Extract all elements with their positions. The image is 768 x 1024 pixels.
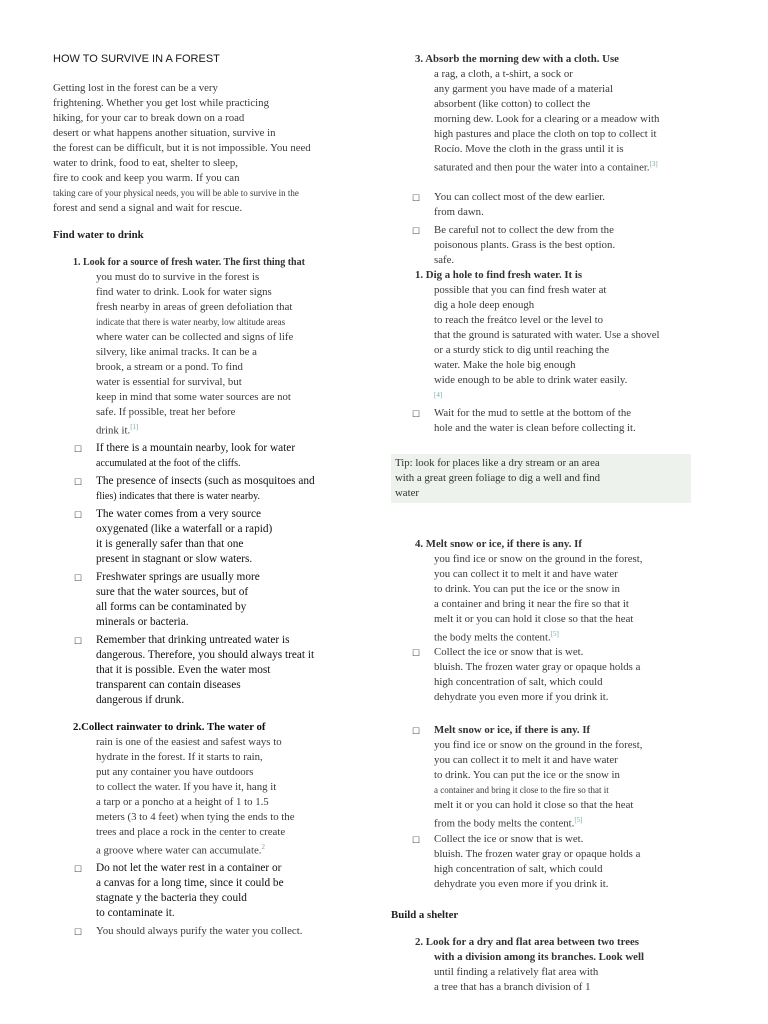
step-heading: 2. Look for a dry and flat area between two trees [415,935,640,948]
bullet-item [391,832,691,892]
bullet-line: bluish. The frozen water gray or opaque holds a [434,847,641,860]
bullet-item [53,924,353,939]
step-line [434,813,691,832]
tip-line: water [395,486,419,499]
bullet-line: You should always purify the water you collect. [96,925,303,938]
bullet-line: Remember that drinking untreated water is [96,633,290,646]
bullet-line: sure that the water sources, but of [96,585,249,598]
step-line: put any container you have outdoors [96,765,254,778]
left-column [53,52,353,939]
citation: [1] [130,423,139,431]
step-line: safe. If possible, treat her before [96,406,236,418]
intro-line: fire to cook and keep you warm. If you can [53,172,240,184]
step-line: a rag, a cloth, a t-shirt, a sock or [434,68,573,80]
bullet-line: to contaminate it. [96,907,175,920]
step-melt-snow [391,537,691,646]
bullet-line: accumulated at the foot of the cliffs. [96,457,241,469]
step-line: morning dew. Look for a clearing or a meadow with [434,113,660,125]
step-line: possible that you can find fresh water at [434,283,607,296]
bullet-line: oxygenated (like a waterfall or a rapid) [96,522,273,535]
bullet-item [391,190,691,220]
step-line: high pastures and place the cloth on top to collect it [434,128,657,140]
step-shelter-area [391,935,691,995]
bullet-line: The presence of insects (such as mosquitoes and [96,474,315,487]
step-line: until finding a relatively flat area with [434,965,599,978]
step-line: a tarp or a poncho at a height of 1 to 1.5 [96,795,269,808]
bullet-line: flies) indicates that there is water nearby. [96,490,261,502]
step-line: to collect the water. If you have it, hang it [96,780,277,793]
bullet-box-icon: ☐ [74,509,83,520]
step-line: to reach the freátco level or the level to [434,313,604,326]
step-dig-hole [391,268,691,403]
step-morning-dew [391,52,691,176]
bullet-line: dehydrate you even more if you drink it. [434,691,609,704]
tip-line: Tip: look for places like a dry stream or an area [395,456,600,469]
step-line-text: from the body melts the content. [434,817,575,830]
section-heading-shelter: Build a shelter [391,908,459,921]
citation: 2 [261,842,265,851]
bullet-box-icon: ☐ [74,572,83,583]
intro-line: forest and send a signal and wait for rescue. [53,202,243,214]
bullet-line: Freshwater springs are usually more [96,570,260,583]
bullet-item [53,570,353,630]
step-line-text: saturated and then pour the water into a container. [434,161,650,174]
intro-line: taking care of your physical needs, you will be able to survive in the [53,188,299,198]
step-line: a container and bring it near the fire so that it [434,597,629,610]
step-heading: Melt snow or ice, if there is any. If [434,724,591,737]
bullet-box-icon: ☐ [74,476,83,487]
intro-line: hiking, for your car to break down on a road [53,112,245,124]
step-line: Rocío. Move the cloth in the grass until it is [434,143,624,155]
step-heading: 1. Dig a hole to find fresh water. It is [415,268,583,281]
bullet-line: that it is possible. Even the water most [96,663,271,676]
citation: [5] [550,629,559,638]
step-line: melt it or you can hold it close so that the heat [434,612,634,625]
step-line: or a sturdy stick to dig until reaching the [434,343,610,356]
step-line: to drink. You can put the ice or the snow in [434,769,620,782]
bullet-line: it is generally safer than that one [96,537,244,550]
bullet-item [53,441,353,471]
step-line [96,420,353,439]
step-heading: with a division among its branches. Look well [434,950,644,963]
step-line: meters (3 to 4 feet) when tying the ends to the [96,810,295,823]
step-line-text: the body melts the content. [434,631,551,644]
step-line: wide enough to be able to drink water easily. [434,373,628,386]
bullet-line: high concentration of salt, which could [434,676,603,689]
bullet-item [391,723,691,832]
step-rainwater [53,720,353,859]
bullet-line: bluish. The frozen water gray or opaque holds a [434,661,641,674]
bullet-line: poisonous plants. Grass is the best option. [434,238,616,251]
bullet-line: hole and the water is clean before collecting it. [434,421,636,434]
bullet-line: Wait for the mud to settle at the bottom of the [434,406,632,419]
intro-line: frightening. Whether you get lost while practicing [53,97,269,109]
tip-line: with a great green foliage to dig a well and find [395,471,601,484]
bullet-line: safe. [434,253,455,266]
bullet-item [53,633,353,708]
bullet-line: all forms can be contaminated by [96,600,247,613]
bullet-line: dangerous. Therefore, you should always treat it [96,648,315,661]
intro-line: water to drink, food to eat, shelter to sleep, [53,157,238,169]
step-line [434,157,691,176]
step-heading: 4. Melt snow or ice, if there is any. If [415,537,582,550]
step-line: a tree that has a branch division of 1 [434,980,591,993]
step-line [96,840,353,859]
step-line-text: drink it. [96,424,131,437]
bullet-item [53,507,353,567]
step-line: dig a hole deep enough [434,298,535,311]
bullet-box-icon: ☐ [74,635,83,646]
bullet-item [53,474,353,504]
bullet-line: stagnate y the bacteria they could [96,892,247,905]
tip-box [391,454,691,503]
step-line: trees and place a rock in the center to create [96,825,286,838]
step-line: silvery, like animal tracks. It can be a [96,346,257,358]
step-line-text: a groove where water can accumulate. [96,844,262,857]
step-heading: 1. Look for a source of fresh water. The first thing that [73,257,305,268]
step-line: where water can be collected and signs of life [96,331,294,343]
step-line: to drink. You can put the ice or the snow in [434,582,620,595]
citation: [3] [649,160,658,168]
bullet-box-icon: ☐ [412,192,421,203]
section-heading-water: Find water to drink [53,229,144,241]
step-line: rain is one of the easiest and safest ways to [96,735,282,748]
bullet-item [391,406,691,436]
right-column [391,52,691,995]
bullet-line: from dawn. [434,205,484,218]
step-line: melt it or you can hold it close so that the heat [434,799,634,812]
step-line: a container and bring it close to the fire so that it [434,785,609,796]
intro-line: Getting lost in the forest can be a very [53,82,218,94]
document-title: HOW TO SURVIVE IN A FOREST [53,53,220,65]
step-line: you must do to survive in the forest is [96,271,260,283]
step-line: you find ice or snow on the ground in the forest, [434,552,643,565]
intro-paragraph [53,81,353,216]
intro-line: desert or what happens another situation, survive in [53,127,276,139]
step-line: find water to drink. Look for water signs [96,286,272,298]
step-line: you can collect it to melt it and have water [434,567,618,580]
bullet-item [53,861,353,921]
step-line: you find ice or snow on the ground in the forest, [434,739,643,752]
step-line: indicate that there is water nearby, low altitude areas [96,317,286,327]
bullet-item [391,645,691,705]
step-line: hydrate in the forest. If it starts to rain, [96,750,263,763]
bullet-line: If there is a mountain nearby, look for water [96,441,296,454]
step-line: absorbent (like cotton) to collect the [434,98,591,110]
step-fresh-water [53,255,353,439]
step-heading: 2.Collect rainwater to drink. The water of [73,720,266,733]
step-line: that the ground is saturated with water. Use a shovel [434,328,660,341]
intro-line: the forest can be difficult, but it is not impossible. You need [53,142,311,154]
bullet-line: The water comes from a very source [96,507,261,520]
citation: [5] [574,816,583,825]
bullet-line: high concentration of salt, which could [434,862,603,875]
citation: [4] [434,390,443,399]
bullet-line: minerals or bacteria. [96,615,189,628]
bullet-line: a canvas for a long time, since it could be [96,877,284,890]
step-line: brook, a stream or a pond. To find [96,361,243,373]
bullet-box-icon: ☐ [74,443,83,454]
step-line: any garment you have made of a material [434,83,613,95]
bullet-box-icon: ☐ [412,408,421,419]
bullet-box-icon: ☐ [412,648,421,659]
bullet-line: Collect the ice or snow that is wet. [434,646,584,659]
step-line: fresh nearby in areas of green defoliation that [96,301,293,313]
bullet-line: Be careful not to collect the dew from the [434,223,614,236]
bullet-line: dehydrate you even more if you drink it. [434,877,609,890]
bullet-line: Collect the ice or snow that is wet. [434,832,584,845]
bullet-box-icon: ☐ [412,225,421,236]
bullet-line: present in stagnant or slow waters. [96,552,253,565]
bullet-box-icon: ☐ [412,726,421,737]
bullet-box-icon: ☐ [412,834,421,845]
bullet-box-icon: ☐ [74,927,83,938]
bullet-line: You can collect most of the dew earlier. [434,190,606,203]
bullet-item [391,223,691,268]
step-heading: 3. Absorb the morning dew with a cloth. Use [415,53,619,65]
step-line [434,627,691,646]
bullet-line: Do not let the water rest in a container or [96,862,282,875]
bullet-line: dangerous if drunk. [96,693,185,706]
step-line: keep in mind that some water sources are not [96,391,291,403]
step-line: water is essential for survival, but [96,376,242,388]
bullet-line: transparent can contain diseases [96,678,241,691]
bullet-box-icon: ☐ [74,864,83,875]
step-line: water. Make the hole big enough [434,358,576,371]
step-line: you can collect it to melt it and have water [434,754,618,767]
